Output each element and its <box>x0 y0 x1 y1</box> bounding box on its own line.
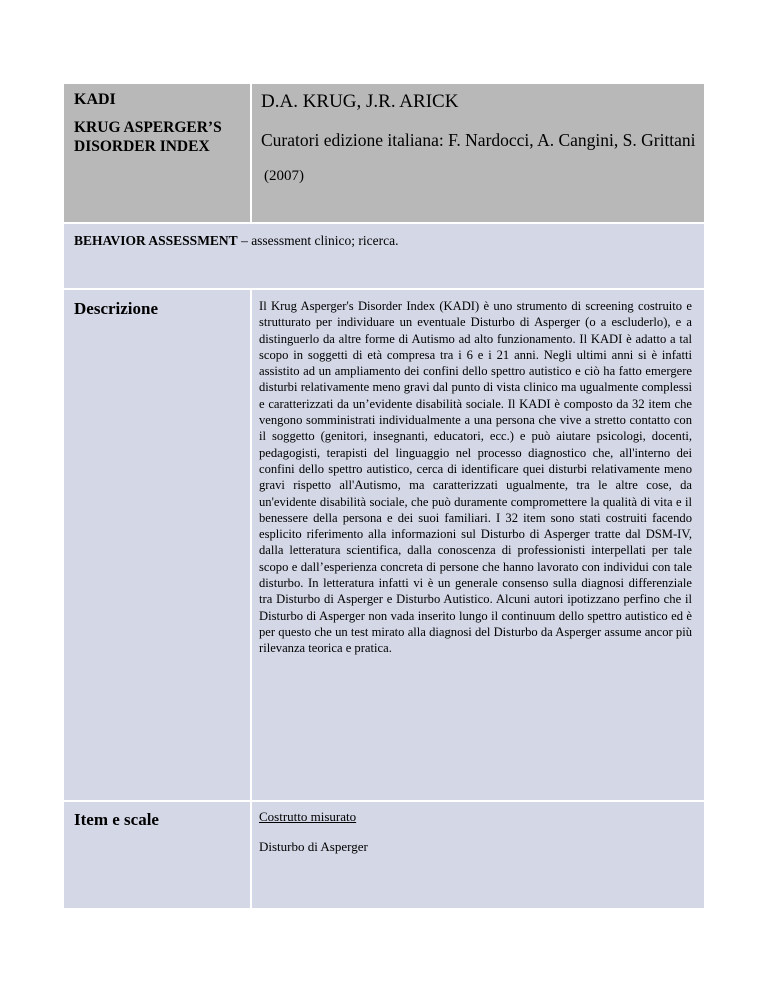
items-row <box>64 802 704 908</box>
assessment-text: – assessment clinico; ricerca. <box>237 233 399 248</box>
authors: D.A. KRUG, J.R. ARICK <box>261 91 459 112</box>
header-row <box>64 84 704 222</box>
description-row <box>64 290 704 800</box>
items-content-cell <box>252 802 704 908</box>
assessment-row <box>64 224 704 288</box>
year: (2007) <box>264 168 304 184</box>
authors-cell <box>252 84 704 222</box>
description-label-cell <box>64 290 250 800</box>
construct-value: Disturbo di Asperger <box>259 839 368 854</box>
items-label-cell <box>64 802 250 908</box>
curators: Curatori edizione italiana: F. Nardocci, A. Cangini, S. Grittani <box>261 130 696 150</box>
assessment-label: BEHAVIOR ASSESSMENT <box>74 233 238 248</box>
description-text: Il Krug Asperger's Disorder Index (KADI) è uno strumento di screening costruito e strutturato per individuare un eventuale Disturbo di Asperger (o a escluderlo), e a distinguerlo da altre forme di Autismo ad alto funzionamento. Il KADI è adatto a tal scopo in soggetti di età compresa tra i 6 e i 21 anni. Negli ultimi anni si è infatti assistito ad un ampliamento dei confini dello spettro autistico e ciò ha fatto emergere disturbi relativamente meno gravi dal punto di vista clinico ma ugualmente complessi e caratterizzati da un’evidente disabilità sociale. Il KADI è composto da 32 item che vengono somministrati individualmente a una persona che vive a stretto contatto con il soggetto (genitori, insegnanti, educatori, ecc.) e può aiutare psicologi, docenti, pedagogisti, terapisti del linguaggio nel processo diagnostico che, all'interno dei confini dello spettro autistico, cerca di identificare quei disturbi relativamente meno gravi rispetto all'Autismo, ma caratterizzati ugualmente, tra le altre cose, da un'evidente disabilità sociale, che può duramente compromettere la qualità di vita e il benessere della persona e dei suoi familiari. I 32 item sono stati costruiti facendo esplicito riferimento alla informazioni sul Disturbo di Asperger tratte dal DSM-IV, dalla letteratura scientifica, dalla conoscenza di professionisti interpellati per tale scopo e dall’esperienza concreta di persone che hanno lavorato con individui con tale disturbo. In letteratura infatti vi è un generale consenso sulla diagnosi differenziale tra Disturbo di Asperger e Disturbo Autistico. Alcuni autori ipotizzano perfino che il Disturbo di Asperger non vada inserito lungo il continuum dello spettro autistico ed è per questo che un test mirato alla diagnosi del Disturbo da Asperger assume ancor più rilevanza teorica e pratica. <box>259 299 692 656</box>
title-cell <box>64 84 250 222</box>
description-text-cell <box>252 290 704 800</box>
items-label: Item e scale <box>74 810 159 829</box>
acronym: KADI <box>74 91 116 108</box>
description-label: Descrizione <box>74 299 159 318</box>
full-name: KRUG ASPERGER’S DISORDER INDEX <box>74 119 222 155</box>
construct-label: Costrutto misurato <box>259 809 357 824</box>
